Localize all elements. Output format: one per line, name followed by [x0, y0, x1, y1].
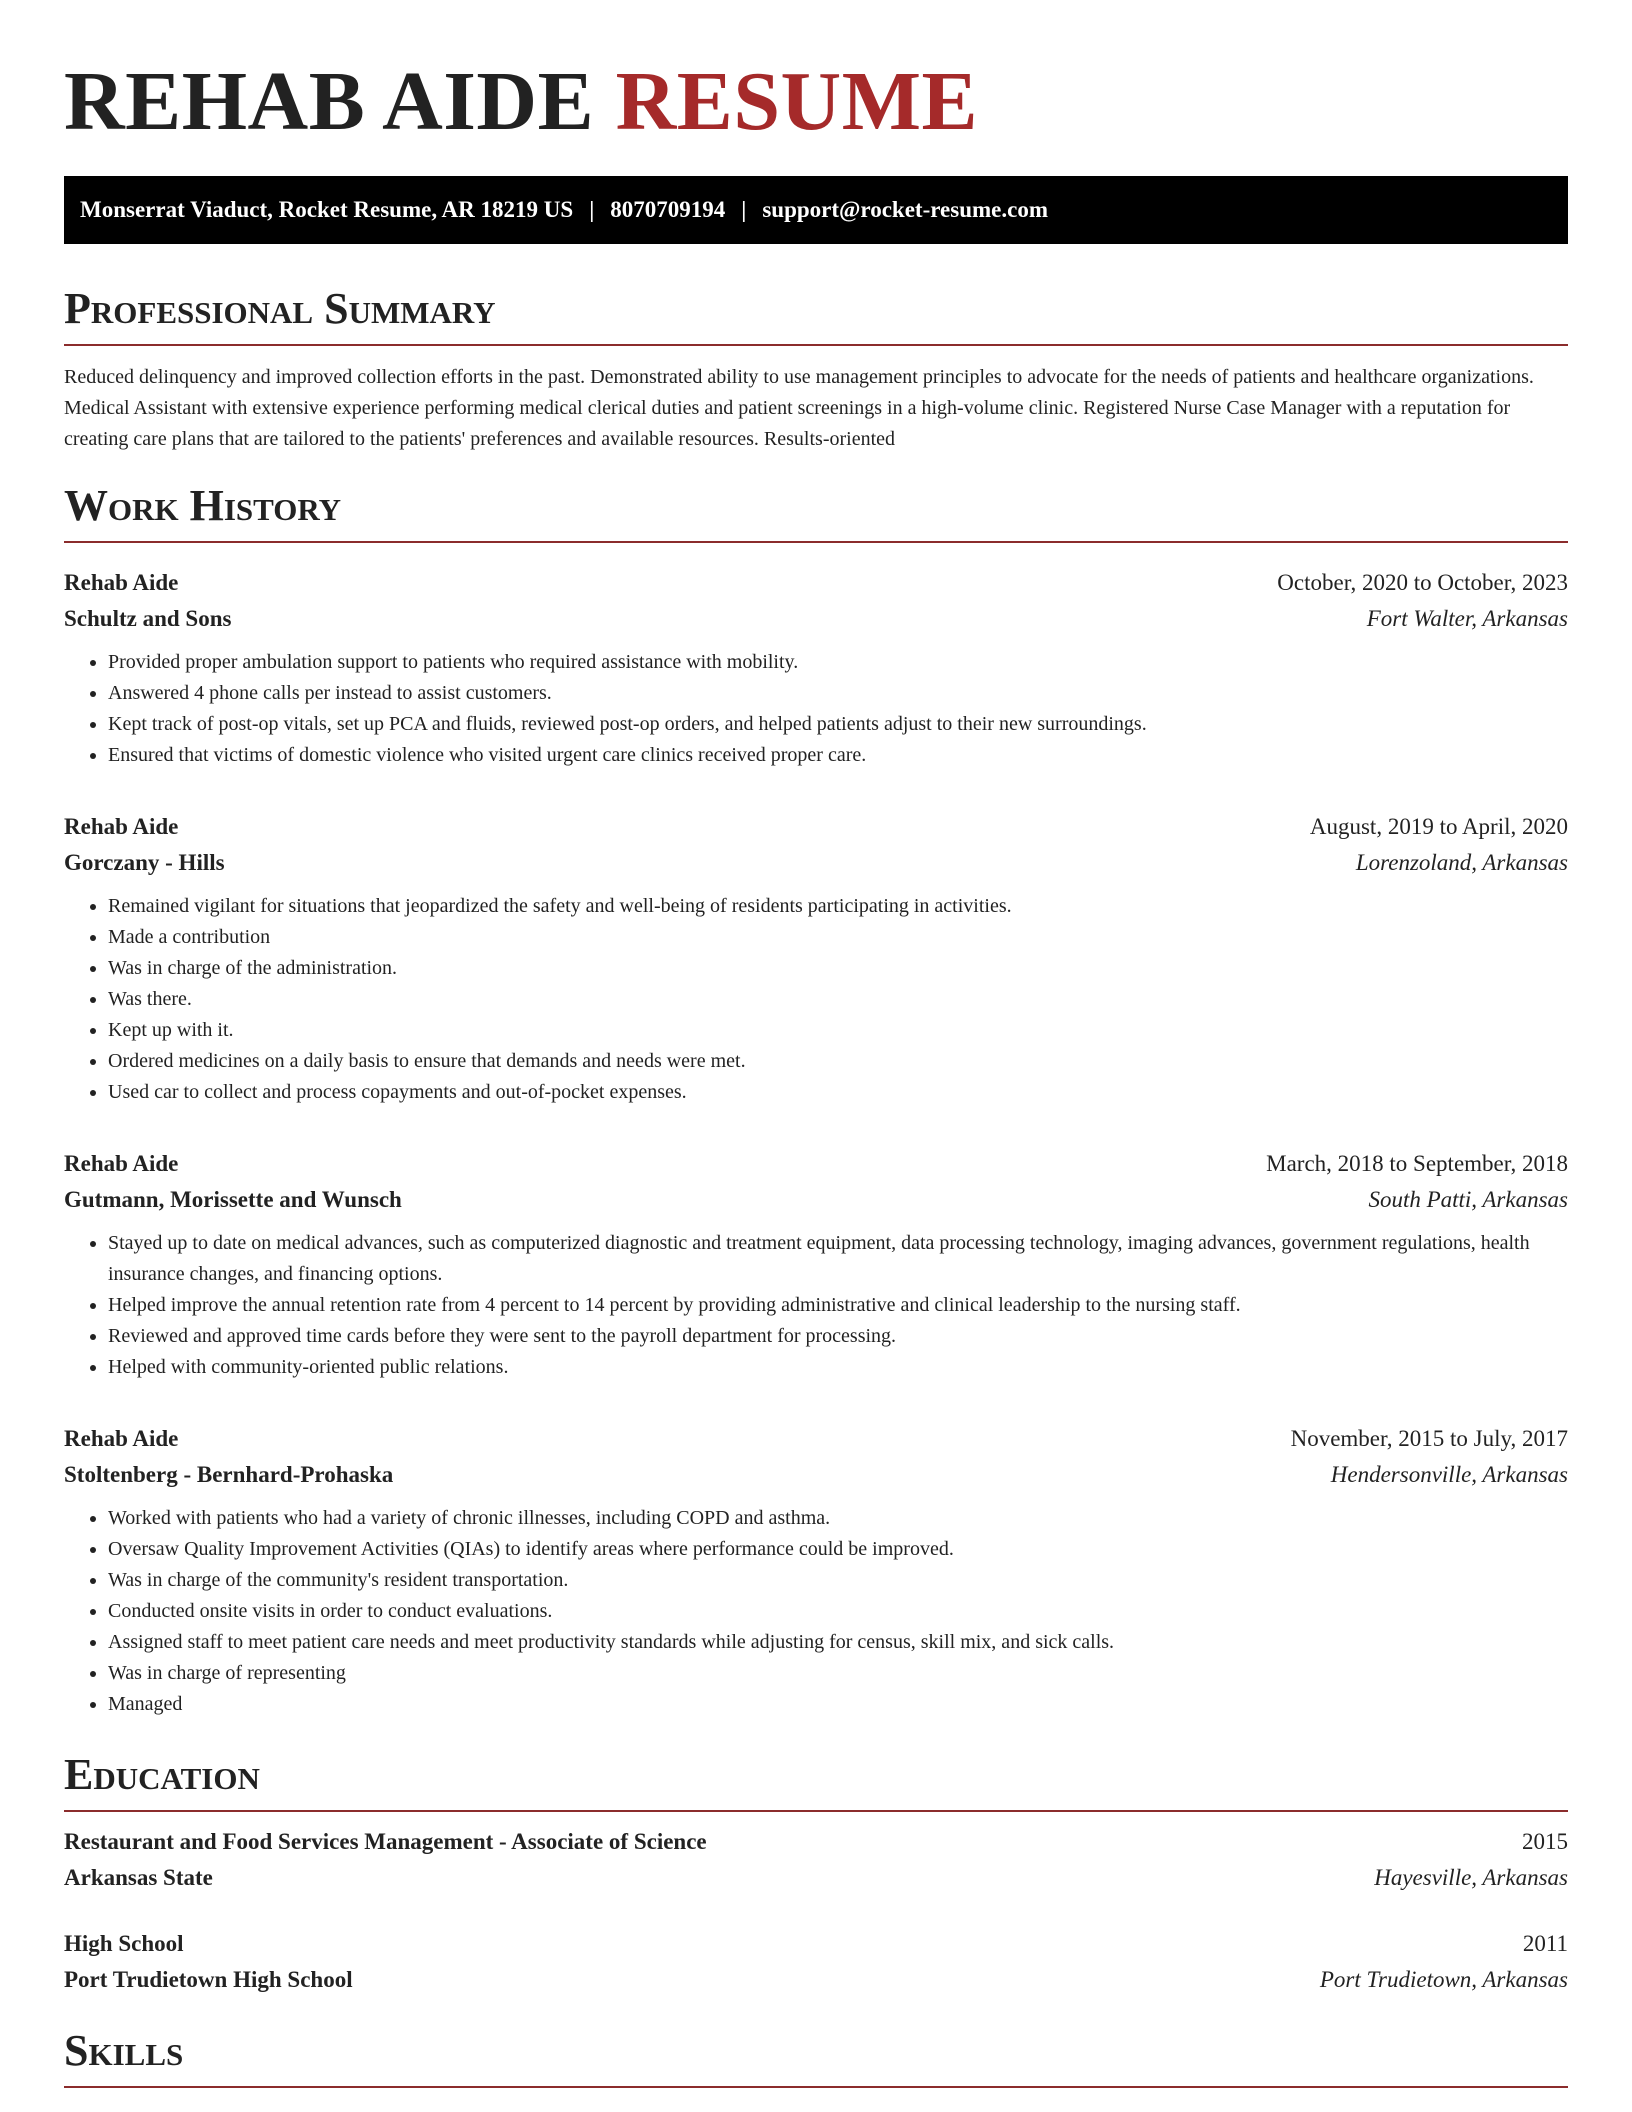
contact-address: Monserrat Viaduct, Rocket Resume, AR 18219 US: [80, 197, 574, 222]
summary-heading: Professional Summary: [64, 284, 1568, 346]
job-bullets: [64, 1503, 1568, 1720]
job-company: Stoltenberg - Bernhard-Prohaska: [64, 1462, 394, 1487]
skills-heading: Skills: [64, 2026, 1568, 2088]
education-heading: Education: [64, 1750, 1568, 1812]
job-bullets: [64, 1228, 1568, 1383]
education-year: 2015: [1522, 1829, 1568, 1854]
job-company-row: [64, 601, 1568, 637]
job-dates: August, 2019 to April, 2020: [1309, 814, 1568, 839]
job-bullet: • Oversaw Quality Improvement Activities (QIAs) to identify areas where performance could be improved.: [108, 1534, 1568, 1565]
job-bullet: • Provided proper ambulation support to patients who required assistance with mobility.: [108, 647, 1568, 678]
job-header-row: [64, 1146, 1568, 1182]
education-location: Hayesville, Arkansas: [1374, 1865, 1568, 1890]
job-header-row: [64, 565, 1568, 601]
job-title: Rehab Aide: [64, 1426, 179, 1451]
job-bullet: • Was there.: [108, 984, 1568, 1015]
education-school-row: [64, 1962, 1568, 1998]
job-header-row: [64, 809, 1568, 845]
summary-text: Reduced delinquency and improved collection efforts in the past. Demonstrated ability to use management principles to advocate for the needs of patients and healthcare organizations. Medical Assistant with extensive experience performing medical clerical duties and patient screenings in a high-volume clinic. Registered Nurse Case Manager with a reputation for creating care plans that are tailored to the patients' preferences and available resources. Results-oriented: [64, 366, 1534, 450]
job-bullet: • Made a contribution: [108, 922, 1568, 953]
job-bullet: • Answered 4 phone calls per instead to assist customers.: [108, 678, 1568, 709]
resume-title: [64, 0, 1568, 152]
job-title: Rehab Aide: [64, 570, 179, 595]
education-degree: Restaurant and Food Services Management - Associate of Science: [64, 1829, 707, 1854]
job-bullet: • Kept up with it.: [108, 1015, 1568, 1046]
job-bullet: • Ordered medicines on a daily basis to ensure that demands and needs were met.: [108, 1046, 1568, 1077]
education-degree-row: [64, 1926, 1568, 1962]
job-bullet: • Remained vigilant for situations that jeopardized the safety and well-being of residents participating in activities.: [108, 891, 1568, 922]
education-entry: [64, 1926, 1568, 1998]
job-company-row: [64, 1457, 1568, 1493]
title-main: REHAB AIDE: [64, 55, 595, 148]
education-degree: High School: [64, 1931, 184, 1956]
work-history-list: [64, 565, 1568, 1720]
job-title: Rehab Aide: [64, 814, 179, 839]
job-dates: November, 2015 to July, 2017: [1290, 1426, 1568, 1451]
education-year: 2011: [1522, 1931, 1568, 1956]
job-entry: [64, 1146, 1568, 1383]
contact-separator: |: [589, 197, 595, 222]
job-location: Lorenzoland, Arkansas: [1355, 850, 1568, 875]
job-bullet: • Reviewed and approved time cards before they were sent to the payroll department for processing.: [108, 1321, 1568, 1352]
job-bullet: • Worked with patients who had a variety of chronic illnesses, including COPD and asthma.: [108, 1503, 1568, 1534]
contact-separator: |: [741, 197, 747, 222]
job-company-row: [64, 845, 1568, 881]
job-entry: [64, 565, 1568, 771]
job-bullet: • Helped with community-oriented public relations.: [108, 1352, 1568, 1383]
contact-email: support@rocket-resume.com: [762, 197, 1048, 222]
contact-bar: [64, 176, 1568, 244]
job-location: Hendersonville, Arkansas: [1330, 1462, 1568, 1487]
job-bullet: • Managed: [108, 1689, 1568, 1720]
job-company-row: [64, 1182, 1568, 1218]
work-history-heading: Work History: [64, 481, 1568, 543]
job-bullets: [64, 891, 1568, 1108]
job-bullet: • Kept track of post-op vitals, set up PCA and fluids, reviewed post-op orders, and helped patients adjust to their new surroundings.: [108, 709, 1568, 740]
title-accent: RESUME: [615, 55, 979, 148]
job-location: South Patti, Arkansas: [1368, 1187, 1568, 1212]
job-entry: [64, 1421, 1568, 1720]
job-dates: October, 2020 to October, 2023: [1277, 570, 1568, 595]
job-header-row: [64, 1421, 1568, 1457]
job-bullet: • Used car to collect and process copayments and out-of-pocket expenses.: [108, 1077, 1568, 1108]
job-location: Fort Walter, Arkansas: [1366, 606, 1568, 631]
education-list: [64, 1824, 1568, 1998]
job-bullet: • Was in charge of the administration.: [108, 953, 1568, 984]
job-company: Gorczany - Hills: [64, 850, 225, 875]
education-school-row: [64, 1860, 1568, 1896]
job-title: Rehab Aide: [64, 1151, 179, 1176]
job-bullet: • Was in charge of the community's resident transportation.: [108, 1565, 1568, 1596]
job-bullet: • Ensured that victims of domestic violence who visited urgent care clinics received proper care.: [108, 740, 1568, 771]
job-bullet: • Was in charge of representing: [108, 1658, 1568, 1689]
contact-phone: 8070709194: [610, 197, 726, 222]
education-school: Arkansas State: [64, 1865, 213, 1890]
job-bullet: • Conducted onsite visits in order to conduct evaluations.: [108, 1596, 1568, 1627]
job-bullet: • Helped improve the annual retention rate from 4 percent to 14 percent by providing administrative and clinical leadership to the nursing staff.: [108, 1290, 1568, 1321]
education-school: Port Trudietown High School: [64, 1967, 353, 1992]
job-bullet: • Stayed up to date on medical advances, such as computerized diagnostic and treatment equipment, data processing technology, imaging advances, government regulations, health insurance changes, and financing options.: [108, 1228, 1568, 1290]
education-degree-row: [64, 1824, 1568, 1860]
job-entry: [64, 809, 1568, 1108]
job-company: Gutmann, Morissette and Wunsch: [64, 1187, 402, 1212]
job-bullet: • Assigned staff to meet patient care needs and meet productivity standards while adjusting for census, skill mix, and sick calls.: [108, 1627, 1568, 1658]
job-bullets: [64, 647, 1568, 771]
education-location: Port Trudietown, Arkansas: [1319, 1967, 1568, 1992]
job-dates: March, 2018 to September, 2018: [1266, 1151, 1568, 1176]
job-company: Schultz and Sons: [64, 606, 232, 631]
education-entry: [64, 1824, 1568, 1896]
